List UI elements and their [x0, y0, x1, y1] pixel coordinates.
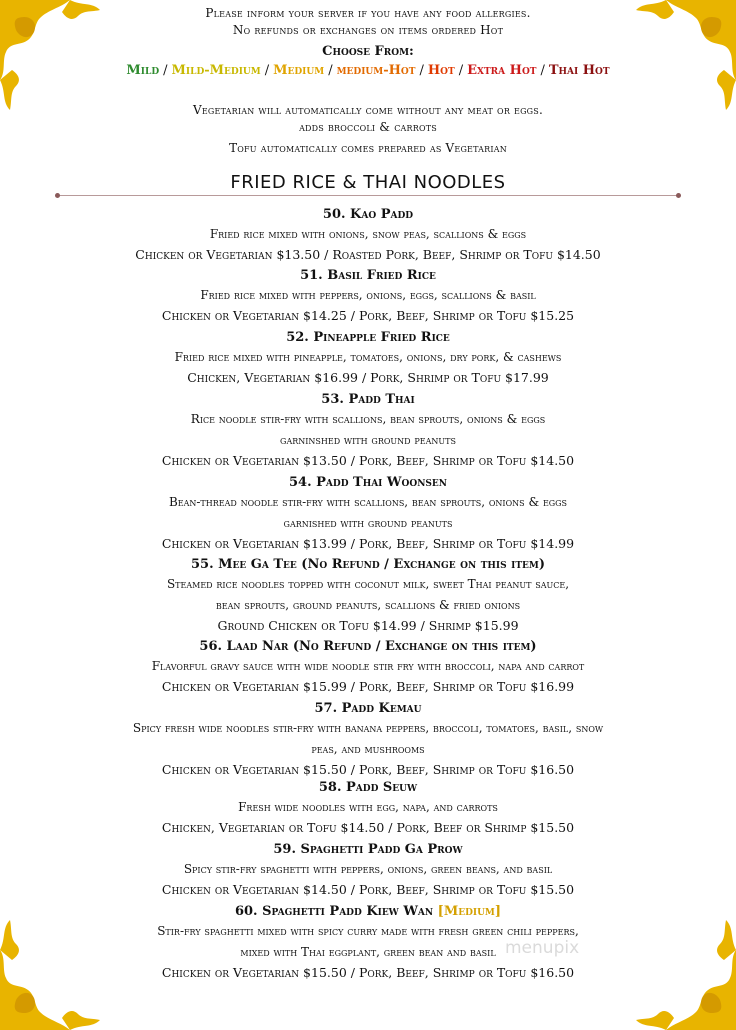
menu-item-price: Chicken or Vegetarian $15.50 / Pork, Beef, Shrimp or Tofu $16.50: [161, 762, 575, 777]
menu-item-title-text: 51. Basil Fried Rice: [300, 268, 436, 283]
menu-item: [20, 779, 716, 838]
tofu-note: Tofu automatically comes prepared as Vegetarian: [229, 141, 507, 155]
heat-separator: /: [328, 63, 333, 78]
vegetarian-adds-note: adds broccoli & carrots: [299, 120, 437, 134]
menu-item-title: [20, 474, 716, 492]
menu-item-title-text: 50. Kao Padd: [322, 207, 414, 222]
allergy-notice: Please inform your server if you have any food allergies.: [205, 6, 531, 20]
menu-item-title: [20, 779, 716, 797]
menu-item-title-text: 57. Padd Kemau: [314, 701, 422, 716]
menu-item-description: Spicy stir-fry spaghetti with peppers, onions, green beans, and basil: [183, 862, 553, 876]
menu-item-title-text: 55. Mee Ga Tee (No Refund / Exchange on this item): [190, 557, 546, 572]
menu-item-title-text: 58. Padd Seuw: [318, 780, 418, 795]
menu-item: [20, 841, 716, 900]
vegetarian-note: Vegetarian will automatically come without any meat or eggs.: [193, 103, 543, 117]
menu-item-description: Fresh wide noodles with egg, napa, and carrots: [238, 800, 498, 814]
menu-item-title-text: 54. Padd Thai Woonsen: [288, 475, 448, 490]
menu-item: [20, 474, 716, 554]
menu-item: [20, 638, 716, 697]
heat-level-medium: Medium: [273, 63, 325, 78]
menu-item: [20, 556, 716, 636]
menu-item: [20, 700, 716, 780]
heat-level-extra-hot: Extra Hot: [467, 63, 537, 78]
menu-item-title: [20, 391, 716, 409]
menu-item: [20, 391, 716, 471]
menu-item-description: Rice noodle stir-fry with scallions, bean sprouts, onions & eggs: [190, 412, 546, 426]
heat-separator: /: [540, 63, 545, 78]
heat-level-list: [0, 63, 736, 78]
menu-item-description: Fried rice mixed with onions, snow peas, scallions & eggs: [209, 227, 527, 241]
menu-item-description: peas, and mushrooms: [311, 742, 425, 756]
heat-separator: /: [264, 63, 270, 78]
section-divider: [58, 195, 678, 196]
menu-item-price: Chicken or Vegetarian $13.50 / Roasted Pork, Beef, Shrimp or Tofu $14.50: [135, 247, 601, 262]
menu-item-title: [20, 638, 716, 656]
menu-item-price: Chicken or Vegetarian $13.99 / Pork, Beef, Shrimp or Tofu $14.99: [161, 536, 575, 551]
refund-notice: No refunds or exchanges on items ordered Hot: [232, 23, 504, 37]
menu-item-title-text: 60. Spaghetti Padd Kiew Wan: [234, 904, 434, 919]
menu-item-description: Fried rice mixed with pineapple, tomatoes, onions, dry pork, & cashews: [174, 350, 562, 364]
menu-item-title: [20, 329, 716, 347]
heat-level-hot: Hot: [427, 63, 455, 78]
heat-level-mild-medium: Mild-Medium: [171, 63, 261, 78]
menu-item-price: Chicken or Vegetarian $14.25 / Pork, Beef, Shrimp or Tofu $15.25: [161, 308, 575, 323]
menu-item-title: [20, 267, 716, 285]
menu-item-title-text: 56. Laad Nar (No Refund / Exchange on this item): [199, 639, 537, 654]
menu-item-description: Spicy fresh wide noodles stir-fry with banana peppers, broccoli, tomatoes, basil, snow: [132, 721, 604, 735]
menu-item: [20, 267, 716, 326]
heat-choose-title: Choose From:: [322, 44, 414, 59]
menu-item-description: bean sprouts, ground peanuts, scallions & fried onions: [215, 598, 521, 612]
menu-item-price: Chicken or Vegetarian $14.50 / Pork, Beef, Shrimp or Tofu $15.50: [161, 882, 575, 897]
menu-item-title-text: 53. Padd Thai: [321, 392, 415, 407]
menu-item-description: Bean-thread noodle stir-fry with scallions, bean sprouts, onions & eggs: [168, 495, 568, 509]
heat-separator: /: [163, 63, 168, 78]
menu-item-title: [20, 903, 716, 921]
heat-separator: /: [458, 63, 464, 78]
menu-item-description: Stir-fry spaghetti mixed with spicy curry made with fresh green chili peppers,: [157, 924, 579, 938]
menu-item-title-text: 52. Pineapple Fried Rice: [286, 330, 450, 345]
menu-item-description: garnished with ground peanuts: [283, 516, 453, 530]
menu-item: [20, 206, 716, 265]
heat-separator: /: [419, 63, 424, 78]
menu-item-price: Chicken or Vegetarian $15.99 / Pork, Beef, Shrimp or Tofu $16.99: [161, 679, 575, 694]
heat-level-thai-hot: Thai Hot: [548, 63, 610, 78]
menu-item-title-text: 59. Spaghetti Padd Ga Prow: [273, 842, 463, 857]
menu-item-title: [20, 700, 716, 718]
section-title: FRIED RICE & THAI NOODLES: [230, 172, 506, 193]
menu-item-title: [20, 206, 716, 224]
heat-level-medium-hot: medium-Hot: [336, 63, 416, 78]
menu-item-price: Chicken, Vegetarian $16.99 / Pork, Shrimp or Tofu $17.99: [187, 370, 549, 385]
watermark: menupix: [505, 938, 580, 958]
menu-item-price: Chicken or Vegetarian $13.50 / Pork, Beef, Shrimp or Tofu $14.50: [161, 453, 575, 468]
menu-item: [20, 329, 716, 388]
menu-item-title: [20, 556, 716, 574]
menu-item-description: mixed with Thai eggplant, green bean and basil: [240, 945, 496, 959]
menu-item-description: Flavorful gravy sauce with wide noodle stir fry with broccoli, napa and carrot: [151, 659, 585, 673]
menu-item-price: Chicken or Vegetarian $15.50 / Pork, Beef, Shrimp or Tofu $16.50: [161, 965, 575, 980]
menu-item-price: Ground Chicken or Tofu $14.99 / Shrimp $15.99: [217, 618, 519, 633]
menu-item-description: garninshed with ground peanuts: [280, 433, 456, 447]
menu-item-title: [20, 841, 716, 859]
menu-item-price: Chicken, Vegetarian or Tofu $14.50 / Pork, Beef or Shrimp $15.50: [161, 820, 575, 835]
heat-level-mild: Mild: [126, 63, 160, 78]
spice-level-tag: [Medium]: [433, 904, 502, 919]
menu-item-description: Fried rice mixed with peppers, onions, eggs, scallions & basil: [200, 288, 536, 302]
menu-item-description: Steamed rice noodles topped with coconut milk, sweet Thai peanut sauce,: [166, 577, 570, 591]
menu-item: [20, 903, 716, 983]
